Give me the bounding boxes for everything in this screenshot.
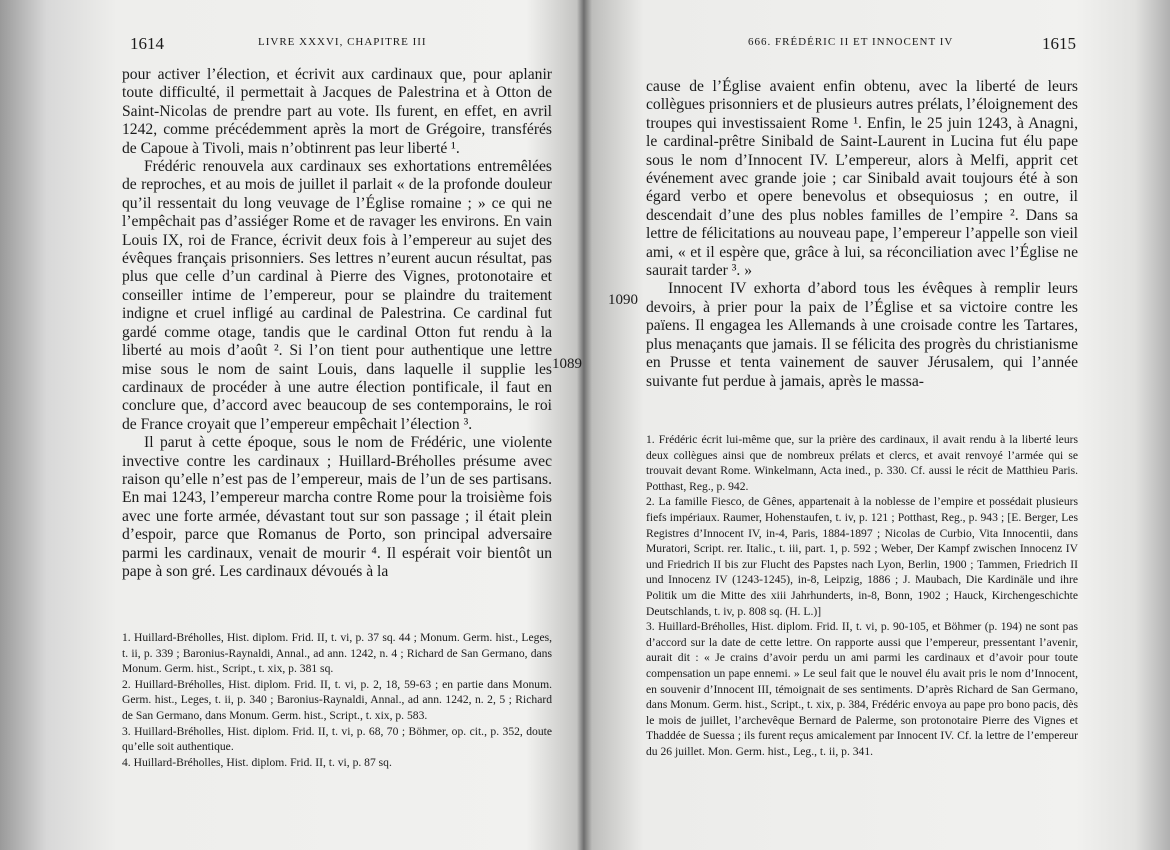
footnote: 2. La famille Fiesco, de Gênes, appartenait à la noblesse de l’empire et possédait plusieurs fiefs impériaux. Raumer, Hohenstaufen, t. iv, p. 121 ; Potthast, Reg., p. 943 ; [E. Berger, Les Registres d’Innocent IV, in-4, Paris, 1884-1897 ; Nicolas de Curbio, Vita Innocentii, dans Muratori, Script. rer. Italic., t. iii, part. 1, p. 592 ; Weber, Der Kampf zwischen Innocenz IV und Friedrich II bis zur Flucht des Papstes nach Lyon, Berlin, 1900 ; Tammen, Friedrich II und Innocenz IV (1243-1245), in-8, Leipzig, 1886 ; J. Maubach, Die Kardinäle und ihre Politik um die Mitte des xiii Jahrhunderts, in-8, Bonn, 1902 ; Hauck, Kirchengeschichte Deutschlands, t. iv, p. 808 sq. (H. L.)] [646,495,1078,618]
footnote: 2. Huillard-Bréholles, Hist. diplom. Frid. II, t. vi, p. 2, 18, 59-63 ; en partie dans Monum. Germ. hist., Leges, t. ii, p. 340 ; Baronius-Raynaldi, Annal., ad ann. 1242, n. 2, 5 ; Richard de San Germano, dans Monum. Germ. hist., Script., t. xix, p. 583. [122,677,552,722]
left-footnotes [122,630,552,770]
paragraph: pour activer l’élection, et écrivit aux cardinaux que, pour aplanir toute difficulté, il permettait à Jacques de Palestrina et à Otton de Saint-Nicolas de prendre part au vote. Ils furent, en effet, en avril 1242, comme précédemment après la mort de Grégoire, transférés de Capoue à Tivoli, mais n’obtinrent pas leur liberté ¹. [122,66,552,157]
right-body-text [646,78,1078,391]
running-head-right: 666. FRÉDÉRIC II ET INNOCENT IV [748,36,954,48]
footnote: 4. Huillard-Bréholles, Hist. diplom. Frid. II, t. vi, p. 87 sq. [122,755,392,769]
page-number-left: 1614 [130,34,164,53]
footnote: 3. Huillard-Bréholles, Hist. diplom. Frid. II, t. vi, p. 68, 70 ; Böhmer, op. cit., p. 352, doute qu’elle soit authentique. [122,724,552,754]
running-head-left: LIVRE XXXVI, CHAPITRE III [258,36,427,48]
right-page [586,0,1170,850]
footnote: 3. Huillard-Bréholles, Hist. diplom. Frid. II, t. vi, p. 90-105, et Böhmer (p. 194) ne sont pas d’accord sur la date de cette lettre. On rapporte aussi que l’empereur, pressentant l’avenir, aurait dit : « Je crains d’avoir perdu un ami parmi les cardinaux et d’avoir pour toute compensation un pape ennemi. » Le seul fait que le nouvel élu avait pris le nom d’Innocent, en souvenir d’Innocent III, témoignait de ses sentiments. D’après Richard de San Germano, dans Monum. Germ. hist., Script., t. xix, p. 384, Frédéric envoya au pape pro bono pacis, dès le mois de juillet, l’archevêque Bernard de Palerme, son protonotaire Pierre des Vignes et Thaddée de Suessa ; ils furent reçus amicalement par Innocent IV. Cf. la lettre de l’empereur du 26 juillet. Mon. Germ. hist., Leg., t. ii, p. 341. [646,620,1078,758]
paragraph: cause de l’Église avaient enfin obtenu, avec la liberté de leurs collègues prisonniers et de plusieurs autres prélats, l’éloignement des troupes qui investissaient Rome ¹. Enfin, le 25 juin 1243, à Anagni, le cardinal-prêtre Sinibald de Saint-Laurent in Lucina fut élu pape sous le nom d’Innocent IV. L’empereur, alors à Melfi, apprit cet événement avec grande joie ; car Sinibald avait toujours été à son égard verbo et opere benevolus et obsequiosus ; en outre, il descendait d’une des plus nobles familles de l’empire ². Dans sa lettre de félicitations au nouveau pape, l’empereur l’appelle son vieil ami, « et il espère que, grâce à lui, sa réconciliation avec l’Église ne saurait tarder ³. » [646,78,1078,280]
margin-number-right: 1090 [608,292,638,308]
paragraph: Innocent IV exhorta d’abord tous les évêques à remplir leurs devoirs, à prier pour la paix de l’Église et sa victoire contre les païens. Il engagea les Allemands à une croisade contre les Tartares, plus menaçants que jamais. Il se félicita des progrès du christianisme en Prusse et tenta vainement de sauver Jérusalem, qui l’année suivante fut perdue à jamais, après le massa- [646,280,1078,390]
paragraph: Frédéric renouvela aux cardinaux ses exhortations entremêlées de reproches, et au mois de juillet il parlait « de la profonde douleur qu’il ressentait du long veuvage de l’Église romaine ; » ce qui ne l’empêchait pas d’assiéger Rome et de ravager les environs. En vain Louis IX, roi de France, écrivit deux fois à l’empereur au sujet des évêques français prisonniers. Ses lettres n’eurent aucun résultat, pas plus que celle d’un cardinal à Pierre des Vignes, protonotaire et conseiller intime de l’empereur, pour se plaindre du traitement indigne et cruel infligé au cardinal de Palestrina. Ce cardinal fut gardé comme otage, tandis que le cardinal Otton fut rendu à la liberté au mois d’août ². Si l’on tient pour authentique une lettre mise sous le nom de saint Louis, dans laquelle il supplie les cardinaux de procéder à une autre élection pontificale, il faut en conclure que, d’accord avec beaucoup de ses contemporains, le roi de France croyait que l’empereur empêchait l’élection ³. [122,158,552,433]
left-page [0,0,584,850]
left-body-text [122,66,552,581]
paragraph: Il parut à cette époque, sous le nom de Frédéric, une violente invective contre les cardinaux ; Huillard-Bréholles présume avec raison qu’elle n’est pas de l’empereur, mais de l’un de ses partisans. En mai 1243, l’empereur marcha contre Rome pour la troisième fois avec une forte armée, dévastant tout sur son passage ; il était plein d’espoir, parce que Romanus de Porto, son principal adversaire parmi les cardinaux, venait de mourir ⁴. Il espérait voir bientôt un pape à son gré. Les cardinaux dévoués à la [122,434,552,580]
page-number-right: 1615 [1042,34,1076,53]
margin-number-left: 1089 [552,356,582,372]
footnote: 1. Frédéric écrit lui-même que, sur la prière des cardinaux, il avait rendu à la liberté leurs deux collègues ainsi que de nombreux prélats et clercs, et avait renvoyé l’armée qui se trouvait devant Rome. Winkelmann, Acta ined., p. 330. Cf. aussi le récit de Matthieu Paris. Potthast, Reg., p. 942. [646,433,1078,493]
footnote: 1. Huillard-Bréholles, Hist. diplom. Frid. II, t. vi, p. 37 sq. 44 ; Monum. Germ. hist., Leges, t. ii, p. 339 ; Baronius-Raynaldi, Annal., ad ann. 1242, n. 4 ; Richard de San Germano, dans Monum. Germ. hist., Script., t. xix, p. 381 sq. [122,631,552,676]
right-footnotes [646,432,1078,759]
